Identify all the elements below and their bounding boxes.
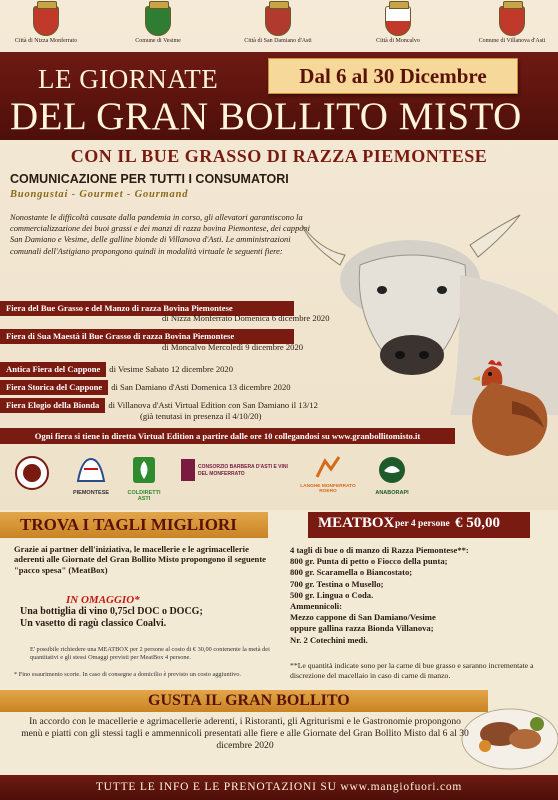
content-line: 800 gr. Scaramella o Biancostato; (290, 567, 413, 578)
municipal-crests (0, 6, 558, 56)
fair-item-villanova (0, 395, 318, 410)
meatbox-contents (290, 545, 510, 646)
partner-logos (0, 455, 558, 505)
fair-item-nizza (0, 298, 294, 313)
omaggio-item: Una bottiglia di vino 0,75cl DOC o DOCG; (20, 606, 203, 617)
logo-label: CONSORZIO BARBERA D'ASTI E VINI DEL MONFERRATO (198, 464, 288, 477)
shield-icon (385, 6, 411, 36)
omaggio-heading: IN OMAGGIO* (66, 594, 140, 606)
tagline: Buongustai - Gourmet - Gourmand (10, 189, 189, 200)
content-line: 500 gr. Lingua o Coda. (290, 589, 374, 600)
date-badge (268, 58, 518, 94)
trova-heading: TROVA I TAGLI MIGLIORI (20, 515, 237, 534)
crest-villanova (472, 6, 552, 44)
anaborapi-logo-icon (376, 455, 408, 485)
meatbox-persons: per 4 persone (395, 519, 450, 529)
fair-item-moncalvo (0, 326, 294, 341)
fine-print-stock: * Fino esaurimento scorte. In caso di consegne a domicilio è previsto un costo aggiuntivo. (14, 671, 241, 678)
subtitle: CON IL BUE GRASSO DI RAZZA PIEMONTESE (70, 146, 488, 166)
crest-label: Città di Nizza Monferrato (14, 38, 78, 44)
content-line: Ammennicoli: (290, 601, 343, 612)
fair-detail: di Moncalvo Mercoledì 9 dicembre 2020 (162, 342, 304, 352)
logo-coldiretti (124, 455, 164, 502)
logo-label: PIEMONTESE (72, 490, 110, 496)
crest-vesime (118, 6, 198, 44)
piemontese-logo-icon (74, 455, 108, 485)
shield-icon (265, 6, 291, 36)
virtual-edition-note: Ogni fiera si tiene in diretta Virtual Edition a partire dalle ore 10 collegandosi su www.granbollitomisto.it (0, 428, 455, 444)
logo-label: LANGHE MONFERRATO ROERO (300, 484, 356, 494)
meatbox-price: € 50,00 (455, 515, 500, 531)
fair-detail: di Vesime Sabato 12 dicembre 2020 (109, 364, 234, 374)
logo-langhe (298, 455, 358, 499)
logo-barbera (178, 455, 290, 499)
bollito-dish-illustration (455, 684, 558, 774)
fair-name: Fiera del Bue Grasso e del Manzo di razza Bovina Piemontese (0, 301, 294, 316)
gusta-banner (0, 690, 488, 712)
logo-piemontese (68, 455, 114, 499)
langhe-logo-icon (315, 455, 341, 479)
footer-info: TUTTE LE INFO E LE PRENOTAZIONI SU www.mangiofuori.com (0, 775, 558, 800)
content-line: Mezzo cappone di San Damiano/Vesime (290, 612, 436, 623)
fair-name: Fiera di Sua Maestà il Bue Grasso di razza Bovina Piemontese (0, 329, 294, 344)
content-line: oppure gallina razza Bionda Villanova; (290, 623, 434, 634)
intro-paragraph: Nonostante le difficoltà causate dalla pandemia in corso, gli allevatori garantiscono la commercializzazione dei buoi grassi e dei manzi di razza bovina Piemontese, dei capponi San Damiano e Vesime, delle galline bionde di Villanova d'Asti. Le amministrazioni comunali dell'Astigiano propongono quindi in modalità virtuale le seguenti fiere: (10, 213, 310, 256)
accordo-paragraph: In accordo con le macellerie e agrimacellerie aderenti, i Ristoranti, gli Agriturismi e le Gastronomie propongono menù e piatti con gli stessi tagli e ammennicoli presentati alle fiere e alle Giornate del Gran Bollito Misto dal 6 al 30 dicembre 2020 (21, 716, 469, 751)
crest-san-damiano (238, 6, 318, 44)
crest-moncalvo (358, 6, 438, 44)
logo-anaborapi (368, 455, 416, 499)
hen-illustration (452, 356, 552, 466)
gusta-heading: GUSTA IL GRAN BOLLITO (148, 692, 350, 709)
logo-label: ANABORAPI (375, 490, 409, 496)
shield-icon (499, 6, 525, 36)
content-line: 4 tagli di bue o di manzo di Razza Piemontese**: (290, 545, 469, 555)
omaggio-list (20, 606, 203, 630)
content-line: Nr. 2 Cotechini medi. (290, 634, 368, 645)
crest-icon (14, 455, 50, 491)
crest-label: Comune di Vesime (135, 38, 181, 44)
fair-extra: (già tenutasi in presenza il 4/10/20) (140, 411, 262, 421)
crest-label: Città di Moncalvo (376, 38, 420, 44)
fine-print-meatbox-2: E' possibile richiedere una MEATBOX per 2 persone al costo di € 30,00 contenente la metà dei quantitativi e gli stessi Omaggi previsti per MeatBox 4 persone. (30, 646, 270, 661)
crest-nizza (6, 6, 86, 44)
date-text: Dal 6 al 30 Dicembre (299, 64, 487, 88)
quantity-note: **Le quantità indicate sono per la carne di bue grasso e saranno incrementate a discrezione del macellaio in caso di carne di manzo. (290, 661, 534, 680)
fair-name: Antica Fiera del Cappone (0, 362, 106, 377)
omaggio-item: Un vasetto di ragù classico Coalvi. (20, 618, 167, 629)
grazie-paragraph: Grazie ai partner dell'iniziativa, le macellerie e le agrimacellerie aderenti alle Giornate del Gran Bollito Misto propongono il seguente "pacco spesa" (MeatBox) (14, 544, 267, 575)
fair-item-san-damiano (0, 377, 291, 392)
fair-detail: di Nizza Monferrato Domenica 6 dicembre 2020 (162, 313, 330, 323)
shield-icon (145, 6, 171, 36)
trova-banner (0, 512, 268, 538)
shield-icon (33, 6, 59, 36)
fair-name: Fiera Storica del Cappone (0, 380, 108, 395)
crest-label: Comune di Villanova d'Asti (478, 38, 546, 44)
meatbox-label: MEATBOX (318, 515, 395, 531)
communication-heading: COMUNICAZIONE PER TUTTI I CONSUMATORI (10, 172, 289, 186)
fair-name: Fiera Elogio della Bionda (0, 398, 105, 413)
logo-crest (12, 455, 52, 499)
crest-label: Città di San Damiano d'Asti (244, 38, 312, 44)
fair-detail: di San Damiano d'Asti Domenica 13 dicembre 2020 (111, 382, 291, 392)
fair-item-vesime (0, 359, 233, 374)
coldiretti-logo-icon (131, 455, 157, 485)
content-line: 700 gr. Testina o Musello; (290, 578, 384, 589)
content-line: 800 gr. Punta di petto o Fiocco della punta; (290, 556, 448, 567)
meatbox-banner (308, 512, 530, 538)
logo-label: COLDIRETTI ASTI (127, 490, 161, 502)
title-line-2: DEL GRAN BOLLITO MISTO (10, 95, 522, 138)
fair-detail: di Villanova d'Asti Virtual Edition con San Damiano il 13/12 (108, 400, 318, 410)
title-line-1: LE GIORNATE (38, 64, 219, 94)
